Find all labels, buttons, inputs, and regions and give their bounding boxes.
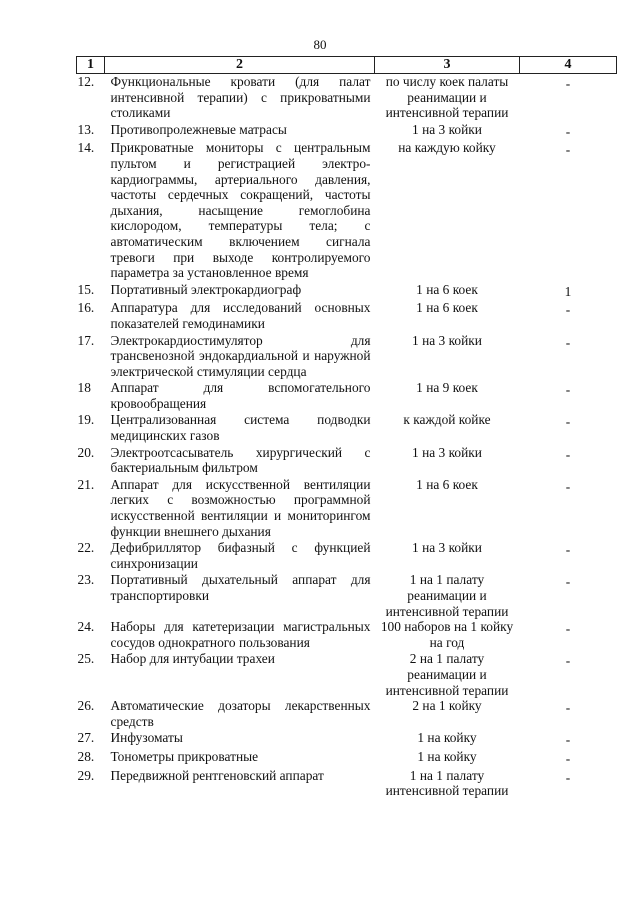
- table-row: [77, 768, 617, 799]
- equipment-name: Аппаратура для исследований основных показателей гемодинамики: [110, 300, 371, 331]
- column-header-3: 3: [375, 57, 520, 74]
- row-number: 25.: [77, 651, 95, 667]
- equipment-name: Электроотсасыватель хирургический с бактериальным фильтром: [110, 444, 371, 476]
- row-number: 29.: [77, 767, 95, 783]
- column-4-value: -: [565, 769, 571, 785]
- column-4-value: -: [565, 542, 571, 558]
- row-number: 23.: [77, 572, 95, 588]
- column-4-value: -: [565, 382, 571, 398]
- column-4-value: -: [565, 750, 571, 766]
- equipment-name: Противопролежневые матрасы: [110, 121, 287, 137]
- equipment-norm: 1 на 3 койки: [412, 540, 482, 556]
- table-row: [77, 540, 617, 572]
- row-number: 28.: [77, 748, 95, 764]
- column-header-2: 2: [105, 57, 375, 74]
- equipment-norm: 1 на 1 палату интенсивной терапии: [385, 767, 509, 799]
- table-row: [77, 122, 617, 141]
- equipment-name: Аппарат для вспомогательного кровообращения: [110, 380, 371, 411]
- table-row: [77, 74, 617, 122]
- page-number: 80: [313, 37, 327, 52]
- table-header-row: [77, 57, 617, 74]
- column-4-value: -: [565, 732, 571, 748]
- table-row: [77, 651, 617, 698]
- equipment-norm: 1 на койку: [417, 748, 477, 764]
- equipment-norm: 1 на койку: [417, 730, 477, 746]
- equipment-norm: 1 на 3 койки: [412, 444, 482, 460]
- equipment-name: Наборы для катетеризации магистральных сосудов однократного пользования: [110, 619, 371, 650]
- row-number: 19.: [77, 412, 95, 428]
- equipment-norm: 1 на 6 коек: [416, 281, 478, 297]
- table-row: [77, 749, 617, 768]
- equipment-table: [76, 56, 617, 799]
- equipment-name: Тонометры прикроватные: [110, 748, 259, 764]
- table-row: [77, 730, 617, 749]
- table-row: [77, 140, 617, 281]
- row-number: 17.: [77, 332, 95, 348]
- column-4-value: -: [565, 478, 571, 494]
- equipment-norm: 2 на 1 палату реанимации и интенсивной терапии: [385, 651, 509, 698]
- table-row: [77, 333, 617, 381]
- equipment-name: Прикроватные мониторы с центральным пультом и регистрацией электро-кардиограммы, артериального давления, частоты сердечных сокращений, частоты дыхания, насыщение гемоглобина кислородом, температуры тела; с автоматическим включением сигнала тревоги при выходе контролируемого параметра за установленное время: [110, 140, 371, 281]
- equipment-norm: 2 на 1 койку: [412, 698, 482, 714]
- column-4-value: -: [565, 446, 571, 462]
- equipment-norm: 1 на 6 коек: [416, 476, 478, 492]
- table-row: [77, 445, 617, 477]
- equipment-name: Автоматические дозаторы лекарственных средств: [110, 698, 371, 729]
- equipment-name: Набор для интубации трахеи: [110, 651, 275, 667]
- column-4-value: -: [565, 334, 571, 350]
- table-body: [77, 74, 617, 799]
- row-number: 22.: [77, 540, 95, 556]
- equipment-norm: по числу коек палаты реанимации и интенсивной терапии: [385, 74, 509, 121]
- table-row: [77, 477, 617, 540]
- column-4-value: -: [565, 76, 571, 91]
- table-row: [77, 380, 617, 412]
- equipment-norm: 100 наборов на 1 койку на год: [380, 619, 514, 650]
- row-number: 14.: [77, 140, 95, 156]
- column-4-value: -: [565, 621, 571, 637]
- equipment-name: Передвижной рентгеновский аппарат: [110, 767, 324, 783]
- row-number: 27.: [77, 730, 95, 746]
- column-header-1: 1: [77, 57, 105, 74]
- table-row: [77, 698, 617, 730]
- equipment-name: Электрокардиостимулятор для трансвенозной эндокардиальной и наружной электрической стимуляции сердца: [110, 332, 371, 379]
- row-number: 21.: [77, 476, 95, 492]
- equipment-name: Дефибриллятор бифазный с функцией синхронизации: [110, 540, 371, 571]
- equipment-name: Портативный электрокардиограф: [110, 281, 302, 297]
- table-row: [77, 572, 617, 619]
- equipment-norm: 1 на 9 коек: [416, 380, 478, 396]
- column-4-value: 1: [564, 283, 572, 299]
- equipment-name: Аппарат для искусственной вентиляции легких с возможностью программной искусственной вентиляции и мониторингом функции внешнего дыхания: [110, 476, 371, 539]
- column-header-4: 4: [520, 57, 617, 74]
- equipment-norm: 1 на 3 койки: [412, 332, 482, 348]
- row-number: 13.: [77, 121, 95, 137]
- row-number: 15.: [77, 281, 95, 297]
- table-row: [77, 300, 617, 332]
- row-number: 26.: [77, 698, 95, 714]
- column-4-value: -: [565, 700, 571, 716]
- column-4-value: -: [565, 123, 571, 139]
- equipment-name: Инфузоматы: [110, 730, 183, 746]
- row-number: 24.: [77, 619, 95, 635]
- table-row: [77, 619, 617, 651]
- row-number: 16.: [77, 300, 95, 316]
- equipment-name: Портативный дыхательный аппарат для транспортировки: [110, 572, 371, 603]
- equipment-name: Функциональные кровати (для палат интенсивной терапии) с прикроватными столиками: [110, 74, 371, 121]
- row-number: 12.: [77, 74, 95, 89]
- equipment-norm: 1 на 6 коек: [416, 300, 478, 316]
- equipment-norm: 1 на 3 койки: [412, 121, 482, 137]
- equipment-norm: на каждую койку: [398, 140, 496, 156]
- equipment-name: Централизованная система подводки медицинских газов: [110, 412, 371, 444]
- row-number: 18: [77, 380, 91, 396]
- equipment-norm: 1 на 1 палату реанимации и интенсивной терапии: [385, 572, 509, 619]
- column-4-value: -: [565, 142, 571, 158]
- column-4-value: -: [565, 302, 571, 318]
- column-4-value: -: [565, 574, 571, 590]
- row-number: 20.: [77, 444, 95, 460]
- column-4-value: -: [565, 414, 571, 430]
- equipment-norm: к каждой койке: [403, 412, 491, 428]
- table-row: [77, 412, 617, 444]
- column-4-value: -: [565, 653, 571, 669]
- table-row: [77, 282, 617, 301]
